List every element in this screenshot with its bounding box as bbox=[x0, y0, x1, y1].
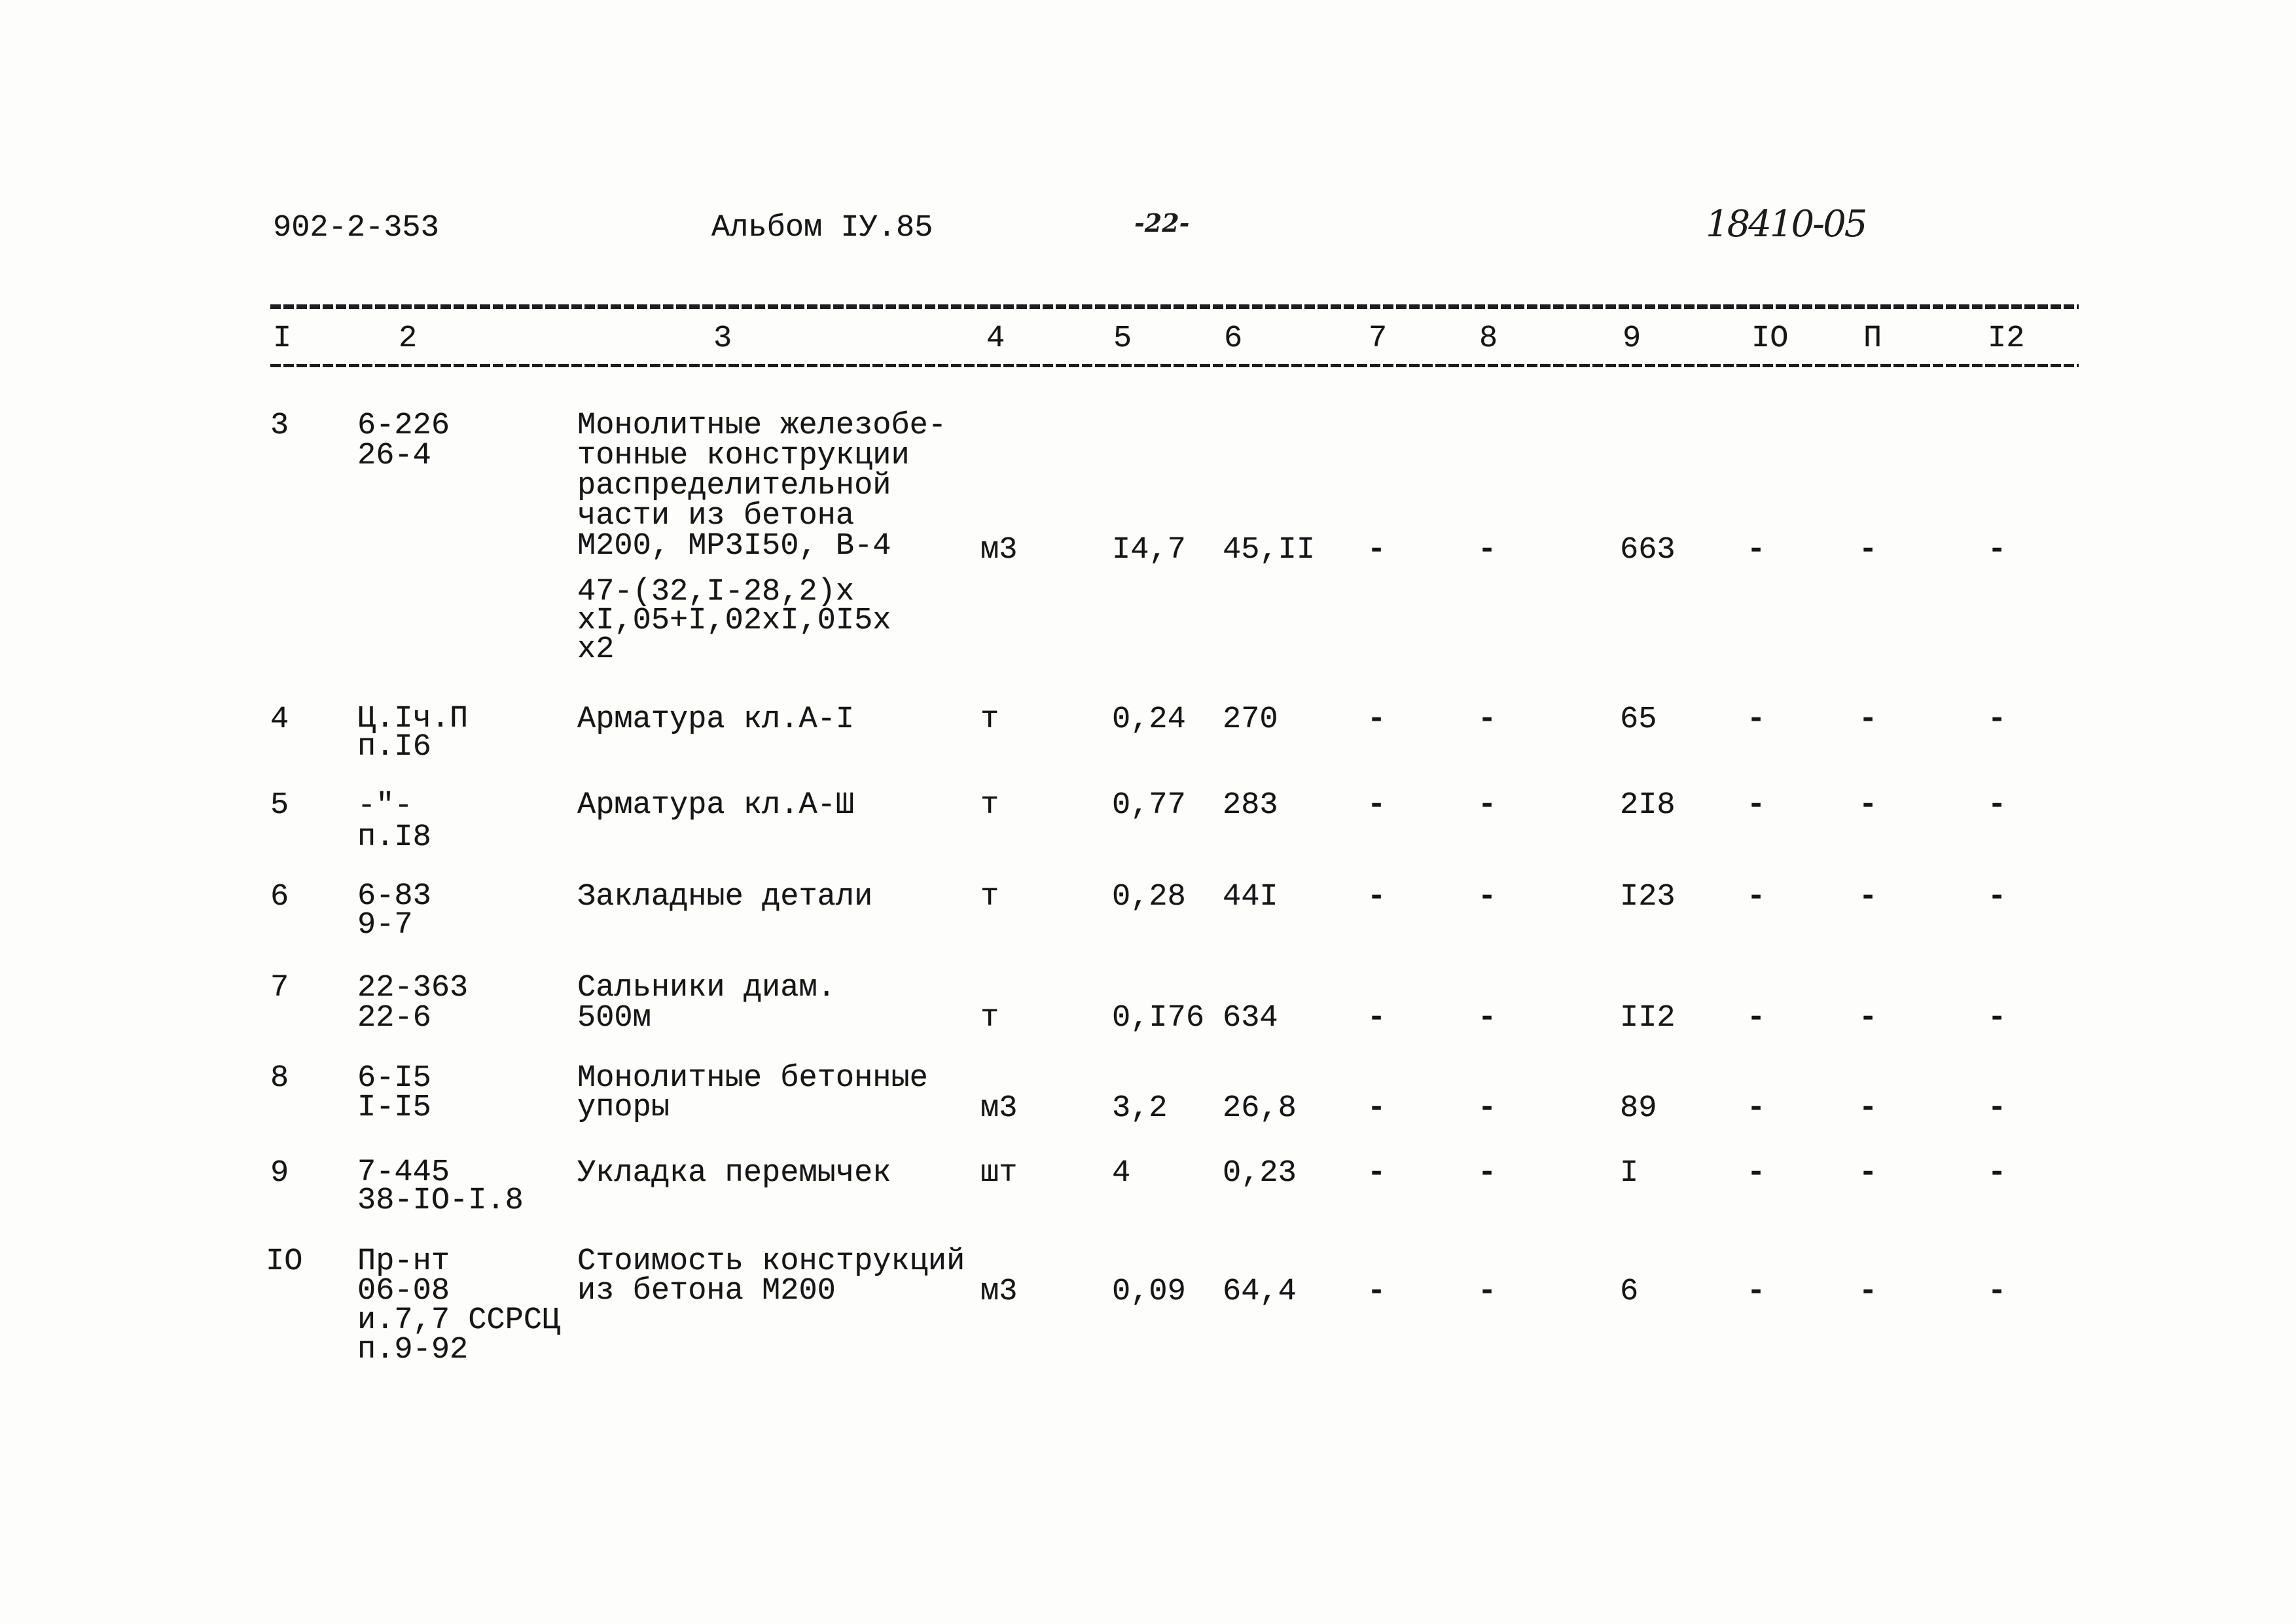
unit: м3 bbox=[980, 533, 1018, 568]
column-header: 4 bbox=[986, 321, 1005, 356]
column-header: П bbox=[1863, 321, 1882, 356]
col-10-value: - bbox=[1747, 788, 1766, 823]
col-10-value: - bbox=[1747, 1274, 1766, 1309]
col-8-value: - bbox=[1478, 1156, 1497, 1191]
col-11-value: - bbox=[1859, 1001, 1878, 1036]
col-12-value: - bbox=[1988, 1091, 2007, 1126]
col-7-value: - bbox=[1367, 1091, 1386, 1126]
col-8-value: - bbox=[1478, 880, 1497, 914]
unit: т bbox=[980, 788, 999, 823]
col-12-value: - bbox=[1988, 1156, 2007, 1191]
table-header-rule bbox=[270, 364, 2079, 367]
col-12-value: - bbox=[1988, 788, 2007, 823]
col-7-value: - bbox=[1367, 702, 1386, 737]
column-header: 5 bbox=[1113, 321, 1132, 356]
table-top-rule bbox=[270, 304, 2079, 309]
col-8-value: - bbox=[1478, 788, 1497, 823]
unit-price: 270 bbox=[1223, 702, 1278, 737]
col-8-value: - bbox=[1478, 702, 1497, 737]
reference-code: 6-226 26-4 bbox=[357, 408, 450, 473]
row-number: 7 bbox=[270, 971, 289, 1005]
column-header: 3 bbox=[713, 321, 732, 356]
col-8-value: - bbox=[1478, 1274, 1497, 1309]
column-header: 6 bbox=[1224, 321, 1243, 356]
col-9-value: I23 bbox=[1620, 880, 1676, 914]
quantity-formula: 47-(32,I-28,2)х хI,05+I,02хI,0I5х х2 bbox=[577, 575, 891, 667]
col-9-value: 89 bbox=[1620, 1091, 1657, 1126]
column-header: 9 bbox=[1623, 321, 1641, 356]
col-7-value: - bbox=[1367, 788, 1386, 823]
col-10-value: - bbox=[1747, 702, 1766, 737]
column-header: 8 bbox=[1479, 321, 1498, 356]
col-10-value: - bbox=[1747, 1156, 1766, 1191]
quantity: 3,2 bbox=[1112, 1091, 1168, 1126]
quantity: 0,77 bbox=[1112, 788, 1186, 823]
column-header: IO bbox=[1751, 321, 1789, 356]
col-10-value: - bbox=[1747, 1091, 1766, 1126]
unit-price: 44I bbox=[1223, 880, 1278, 914]
col-12-value: - bbox=[1988, 1274, 2007, 1309]
col-12-value: - bbox=[1988, 702, 2007, 737]
col-12-value: - bbox=[1988, 1001, 2007, 1036]
page-number: -22- bbox=[1134, 208, 1190, 238]
col-9-value: 663 bbox=[1620, 533, 1676, 568]
col-11-value: - bbox=[1859, 702, 1878, 737]
quantity: 0,09 bbox=[1112, 1274, 1186, 1309]
col-8-value: - bbox=[1478, 1091, 1497, 1126]
quantity: 4 bbox=[1112, 1156, 1131, 1191]
reference-code: 6-83 9-7 bbox=[357, 879, 431, 943]
col-11-value: - bbox=[1859, 880, 1878, 914]
unit: м3 bbox=[980, 1274, 1018, 1309]
work-description: Арматура кл.А-Ш bbox=[577, 788, 855, 823]
work-description: Стоимость конструкций из бетона М200 bbox=[577, 1244, 965, 1308]
row-number: IO bbox=[266, 1244, 303, 1279]
unit: т bbox=[980, 880, 999, 914]
row-number: 8 bbox=[270, 1061, 289, 1096]
work-description: Укладка перемычек bbox=[577, 1156, 891, 1191]
col-8-value: - bbox=[1478, 533, 1497, 568]
unit-price: 64,4 bbox=[1223, 1274, 1297, 1309]
unit: т bbox=[980, 702, 999, 737]
document-number: 18410-05 bbox=[1706, 203, 1866, 245]
col-8-value: - bbox=[1478, 1001, 1497, 1036]
col-7-value: - bbox=[1367, 1274, 1386, 1309]
unit-price: 283 bbox=[1223, 788, 1278, 823]
col-11-value: - bbox=[1859, 788, 1878, 823]
row-number: 5 bbox=[270, 788, 289, 823]
col-9-value: 6 bbox=[1620, 1274, 1639, 1309]
reference-code: 6-I5 I-I5 bbox=[357, 1061, 431, 1125]
col-11-value: - bbox=[1859, 533, 1878, 568]
col-10-value: - bbox=[1747, 533, 1766, 568]
col-9-value: 2I8 bbox=[1620, 788, 1676, 823]
row-number: 3 bbox=[270, 408, 289, 443]
col-7-value: - bbox=[1367, 1001, 1386, 1036]
album-label: Альбом IУ.85 bbox=[711, 211, 933, 245]
col-11-value: - bbox=[1859, 1091, 1878, 1126]
reference-code: 7-445 38-IO-I.8 bbox=[357, 1155, 524, 1218]
row-number: 4 bbox=[270, 702, 289, 737]
row-number: 9 bbox=[270, 1156, 289, 1191]
col-9-value: II2 bbox=[1620, 1001, 1676, 1036]
reference-code: -"- п.I8 bbox=[357, 789, 431, 855]
col-9-value: I bbox=[1620, 1156, 1639, 1191]
col-7-value: - bbox=[1367, 533, 1386, 568]
column-header: 2 bbox=[399, 321, 418, 356]
reference-code: Ц.Iч.П п.I6 bbox=[357, 702, 469, 765]
unit: м3 bbox=[980, 1091, 1018, 1126]
col-12-value: - bbox=[1988, 533, 2007, 568]
col-10-value: - bbox=[1747, 880, 1766, 914]
project-code: 902-2-353 bbox=[273, 211, 439, 245]
unit: шт bbox=[980, 1156, 1018, 1191]
col-7-value: - bbox=[1367, 1156, 1386, 1191]
quantity: 0,24 bbox=[1112, 702, 1186, 737]
col-11-value: - bbox=[1859, 1274, 1878, 1309]
work-description: Монолитные железобе- тонные конструкции распределительной части из бетона М200, МР3I50, В-4 bbox=[577, 408, 947, 564]
col-10-value: - bbox=[1747, 1001, 1766, 1036]
column-header: I2 bbox=[1988, 321, 2025, 356]
row-number: 6 bbox=[270, 880, 289, 914]
col-9-value: 65 bbox=[1620, 702, 1657, 737]
column-header: 7 bbox=[1369, 321, 1388, 356]
reference-code: Пр-нт 06-08 и.7,7 ССРСЦ п.9-92 bbox=[357, 1244, 561, 1367]
quantity: 0,I76 bbox=[1112, 1001, 1205, 1036]
unit-price: 45,II bbox=[1223, 533, 1316, 568]
reference-code: 22-363 22-6 bbox=[357, 971, 469, 1036]
work-description: Сальники диам. 500м bbox=[577, 971, 836, 1036]
unit-price: 634 bbox=[1223, 1001, 1278, 1036]
unit-price: 26,8 bbox=[1223, 1091, 1297, 1126]
unit: т bbox=[980, 1001, 999, 1036]
unit-price: 0,23 bbox=[1223, 1156, 1297, 1191]
work-description: Монолитные бетонные упоры bbox=[577, 1061, 928, 1125]
col-11-value: - bbox=[1859, 1156, 1878, 1191]
work-description: Арматура кл.А-I bbox=[577, 702, 855, 737]
column-header: I bbox=[273, 321, 292, 356]
col-12-value: - bbox=[1988, 880, 2007, 914]
quantity: 0,28 bbox=[1112, 880, 1186, 914]
work-description: Закладные детали bbox=[577, 880, 873, 914]
col-7-value: - bbox=[1367, 880, 1386, 914]
quantity: I4,7 bbox=[1112, 533, 1186, 568]
